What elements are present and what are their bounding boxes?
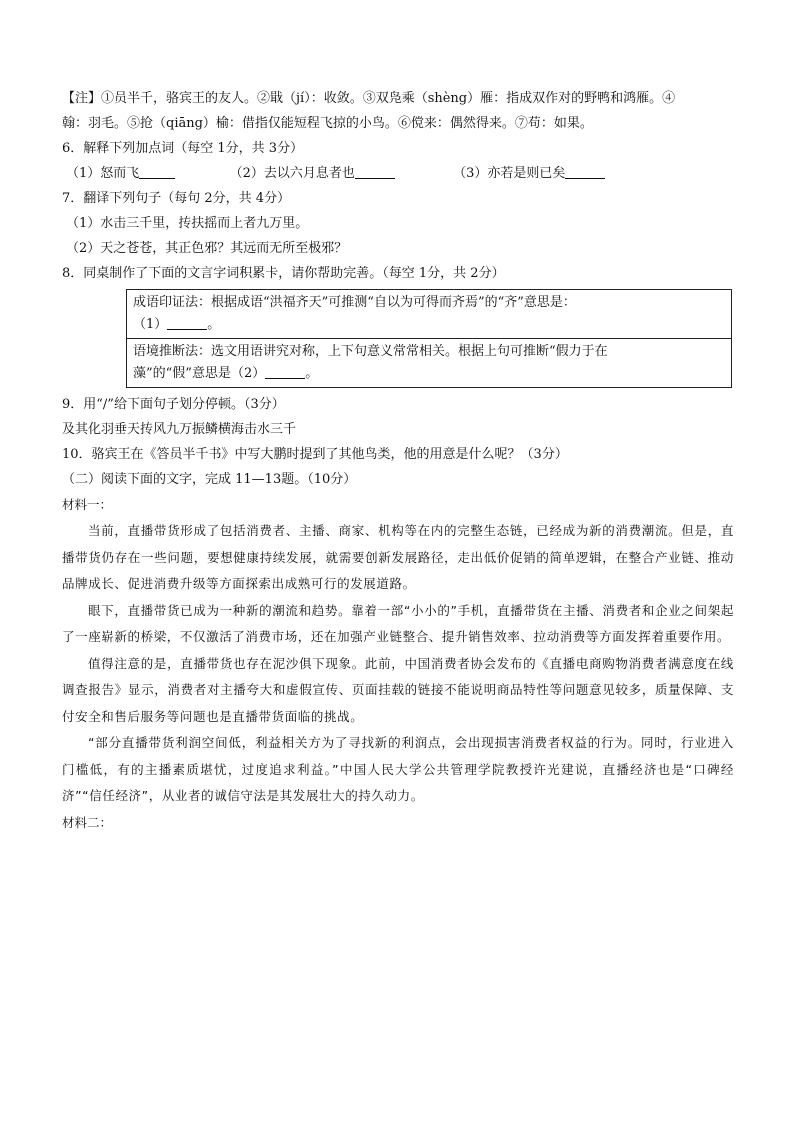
question-9-sentence: 及其化羽垂天抟风九万振鳞横海击水三千 xyxy=(62,422,297,437)
card-row-1-line-1: 成语印证法：根据成语“洪福齐天”可推测“自以为可得而齐焉”的“齐”意思是： xyxy=(133,295,576,310)
question-6-items xyxy=(62,161,734,186)
card-row-1 xyxy=(127,290,732,339)
q6-item-2: （2）去以六月息者也 xyxy=(229,166,355,181)
card-row-2-line-1: 语境推断法：选文用语讲究对称，上下句意义常常相关。根据上句可推断“假力于在 xyxy=(133,344,608,359)
vocabulary-card xyxy=(126,289,732,388)
q6-blank-1[interactable] xyxy=(139,164,175,179)
material-1-paragraph-2: 眼下，直播带货已成为一种新的潮流和趋势。靠着一部“小小的”手机，直播带货在主播、消费者和企业之间架起了一座崭新的桥梁，不仅激活了消费市场，还在加强产业链整合、提升销售效率、拉动消费等方面发挥着重要作用。 xyxy=(62,602,734,644)
section-2-title: （二）阅读下面的文字，完成 11—13题。（10分） xyxy=(62,472,357,487)
material-1-paragraph-4: “部分直播带货利润空间低，利益相关方为了寻找新的利润点，会出现损害消费者权益的行为。同时，行业进入门槛低，有的主播素质堪忧，过度追求利益。”中国人民大学公共管理学院教授许光建说，直播经济也是“口碑经济”“信任经济”，从业者的诚信守法是其发展壮大的持久动力。 xyxy=(62,735,734,803)
q6-item-3: （3）亦若是则已矣 xyxy=(453,166,566,181)
material-1-paragraph-3: 值得注意的是，直播带货也存在泥沙俱下现象。此前，中国消费者协会发布的《直播电商购物消费者满意度在线调查报告》显示，消费者对主播夸大和虚假宣传、页面挂载的链接不能说明商品特性等问题意见较多，质量保障、支付安全和售后服务等问题也是直播带货面临的挑战。 xyxy=(62,655,734,724)
q6-blank-3[interactable] xyxy=(565,164,605,179)
question-6-title: 6．解释下列加点词（每空 1分，共 3分） xyxy=(62,141,304,156)
q8-blank-2[interactable] xyxy=(265,364,305,379)
question-10-title: 10．骆宾王在《答员半千书》中写大鹏时提到了其他鸟类，他的用意是什么呢？（3分） xyxy=(62,447,568,462)
question-8-title: 8．同桌制作了下面的文言字词积累卡，请你帮助完善。（每空 1分，共 2分） xyxy=(62,266,505,281)
q6-blank-2[interactable] xyxy=(355,164,395,179)
exam-page xyxy=(62,86,734,836)
q7-item-2: （2）天之苍苍，其正色邪？其远而无所至极邪？ xyxy=(66,241,348,256)
notes-line-1: 【注】①员半千，骆宾王的友人。②戢（jí）：收敛。③双凫乘（shèng）雁：指成双作对的野鸭和鸿雁。④ xyxy=(62,91,676,106)
material-1-label: 材料一： xyxy=(62,497,113,512)
material-1-paragraph-1: 当前，直播带货形成了包括消费者、主播、商家、机构等在内的完整生态链，已经成为新的消费潮流。但是，直播带货仍存在一些问题，要想健康持续发展，就需要创新发展路径，走出低价促销的简单逻辑，在整合产业链、推动品牌成长、促进消费升级等方面探索出成熟可行的发展道路。 xyxy=(62,523,734,591)
card-row-2-line-2: 藻”的“假”意思是（2） 。 xyxy=(133,366,319,381)
notes-line-2: 翰：羽毛。⑤抢（qiāng）榆：借指仅能短程飞掠的小鸟。⑥傥来：偶然得来。⑦苟：如果。 xyxy=(62,116,593,131)
question-9-title: 9．用“/”给下面句子划分停顿。（3分） xyxy=(62,397,285,412)
question-7-title: 7．翻译下列句子（每句 2分，共 4分） xyxy=(62,191,291,206)
q8-blank-1[interactable] xyxy=(167,315,207,330)
card-row-2 xyxy=(127,339,732,388)
q7-item-1: （1）水击三千里，抟扶摇而上者九万里。 xyxy=(66,216,309,231)
material-2-label: 材料二： xyxy=(62,814,113,830)
q6-item-1: （1）怒而飞 xyxy=(66,166,140,181)
card-row-1-line-2: （1） 。 xyxy=(133,317,221,332)
